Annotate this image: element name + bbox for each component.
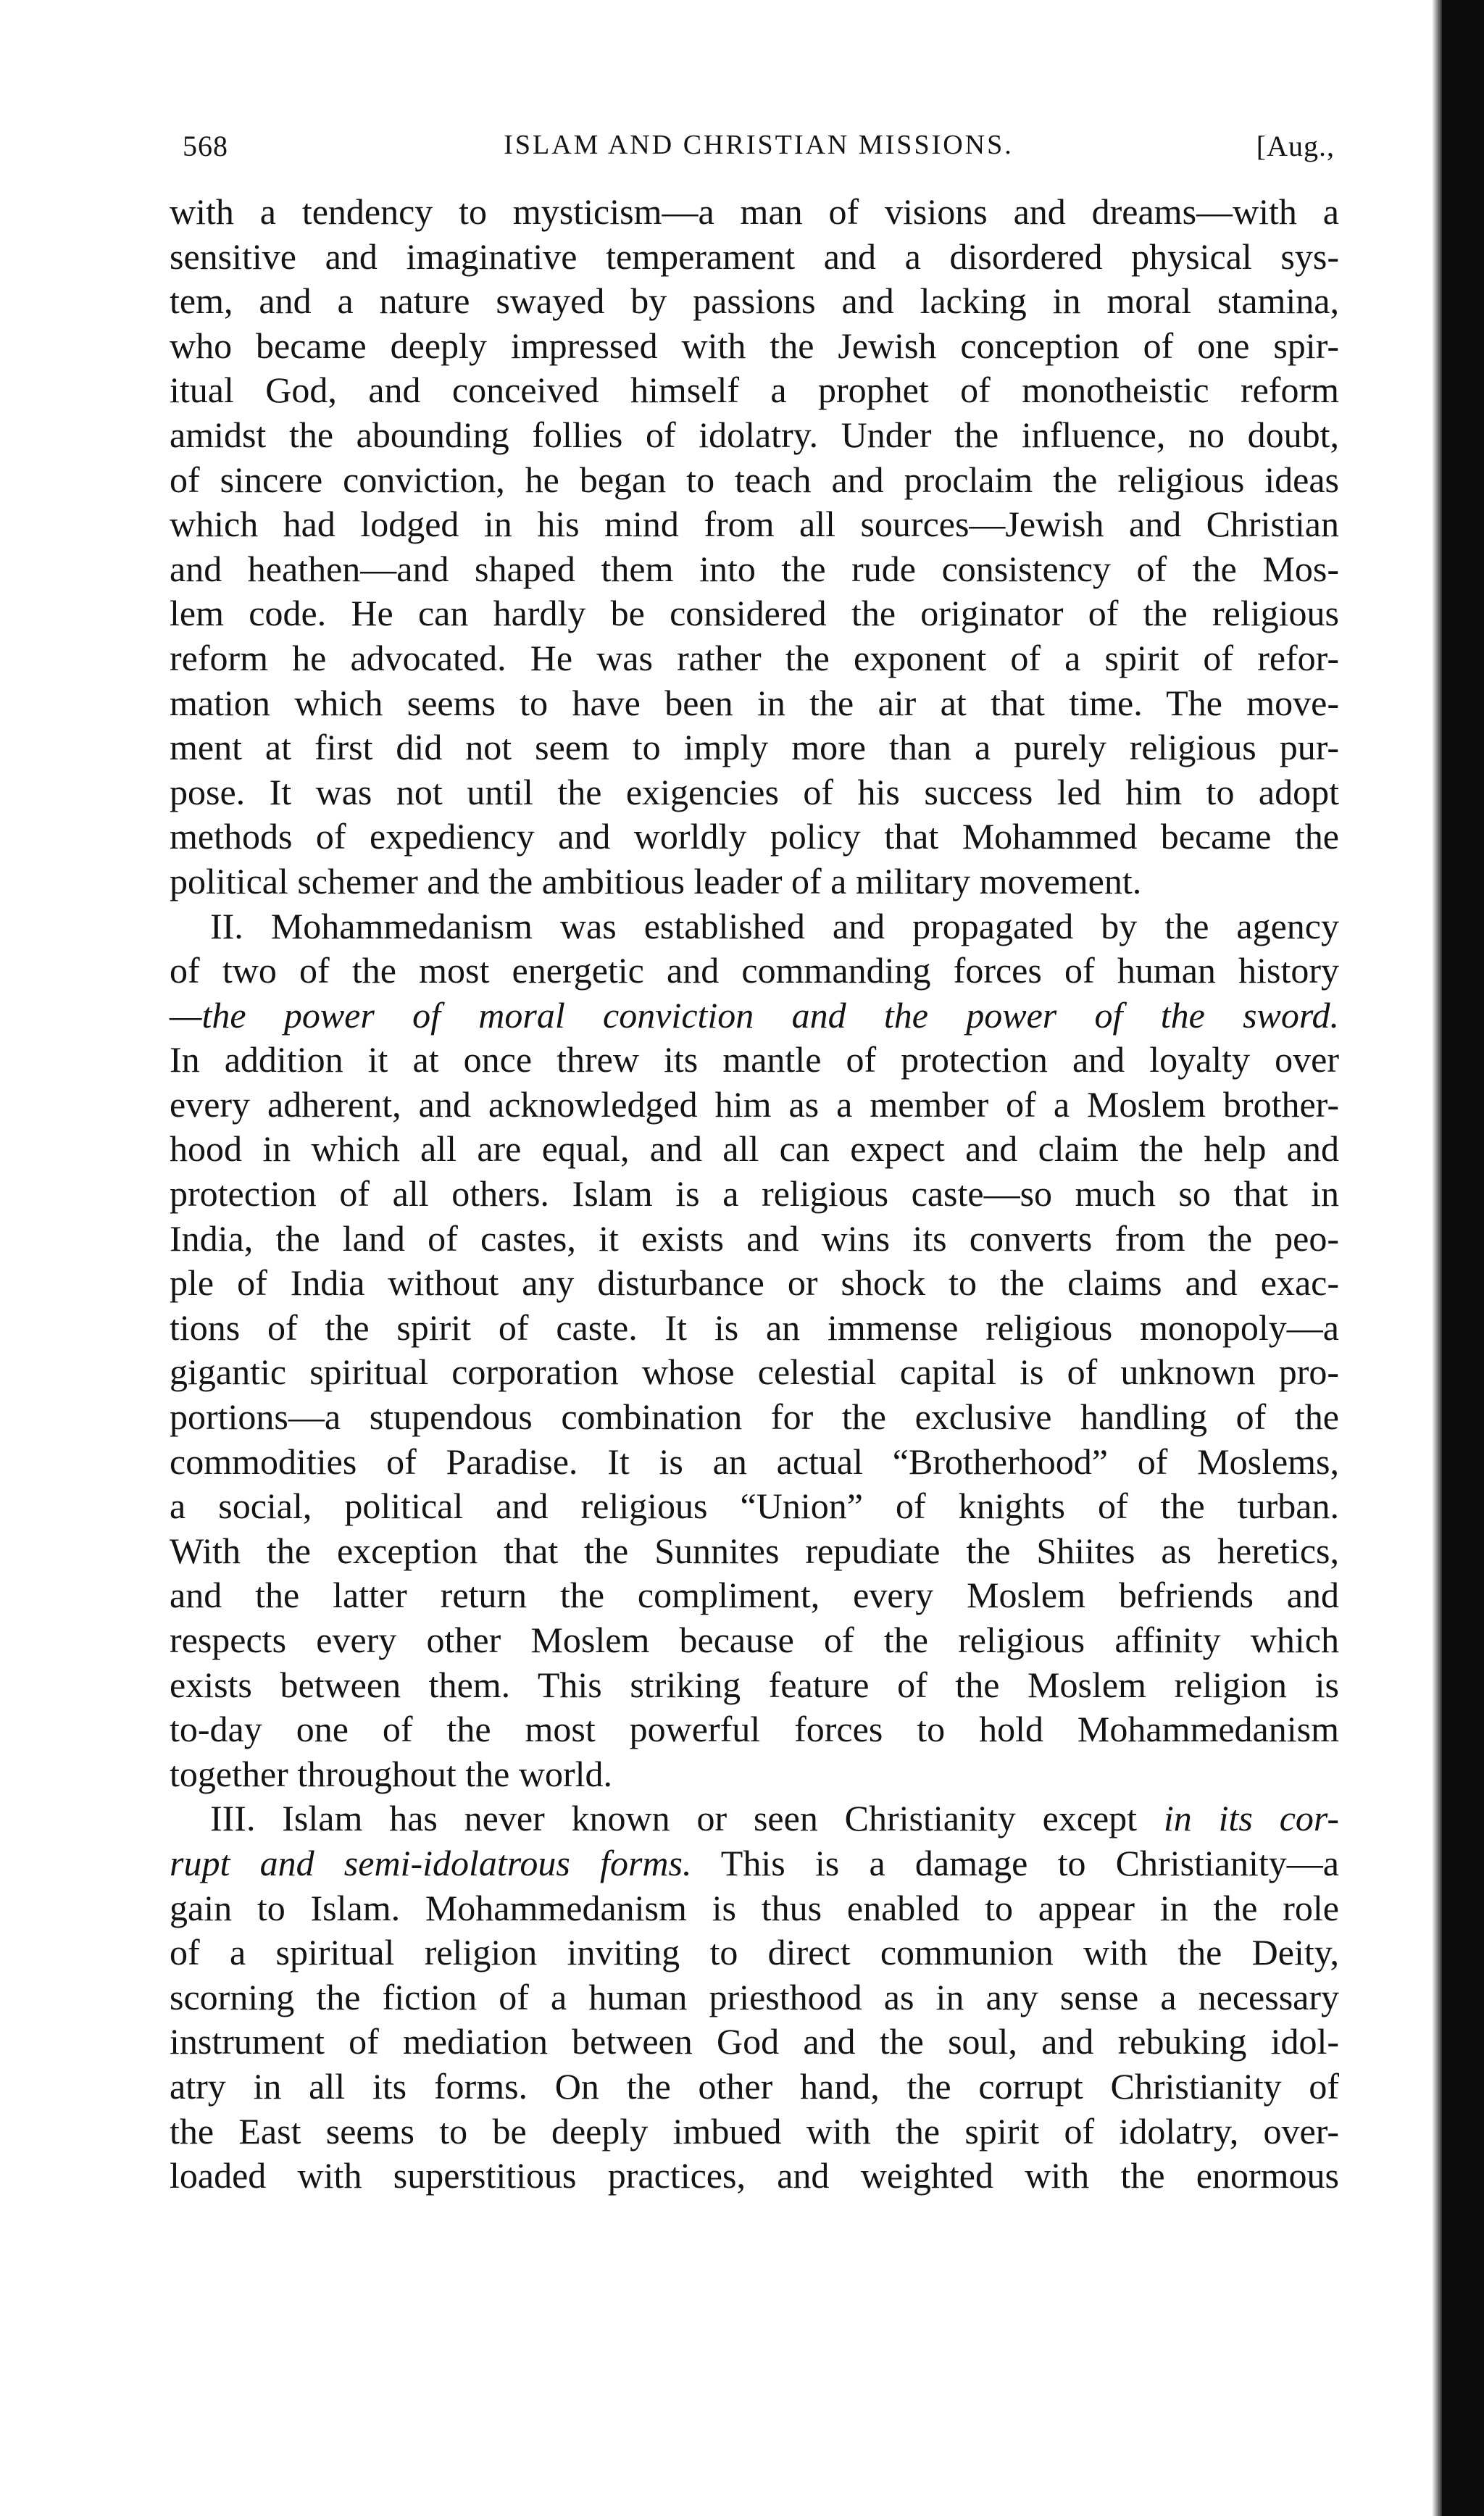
page-gutter-shadow — [1432, 0, 1442, 2516]
text-line: lem code. He can hardly be considered the originator of the religious — [170, 593, 1339, 634]
text-line: together throughout the world. — [170, 1753, 612, 1794]
text-line: itual God, and conceived himself a prophet of monotheistic reform — [170, 370, 1339, 411]
text-line: tem, and a nature swayed by passions and lacking in moral stamina, — [170, 280, 1339, 322]
text-line: of sincere conviction, he began to teach and proclaim the religious ideas — [170, 459, 1339, 500]
text-line: exists between them. This striking feature of the Moslem religion is — [170, 1664, 1339, 1705]
text-line: and heathen—and shaped them into the rude consistency of the Mos- — [170, 548, 1339, 589]
text-line-mixed — [170, 1796, 1339, 1841]
text-line: India, the land of castes, it exists and wins its converts from the peo- — [170, 1217, 1339, 1259]
text-line: ple of India without any disturbance or shock to the claims and exac- — [170, 1262, 1339, 1304]
running-title: ISLAM AND CHRISTIAN MISSIONS. — [504, 130, 1014, 160]
text-line: ment at first did not seem to imply more than a purely religious pur- — [170, 727, 1339, 768]
text-line: methods of expediency and worldly policy that Mohammed became the — [170, 816, 1339, 857]
text-line: of a spiritual religion inviting to direct communion with the Deity, — [170, 1932, 1339, 1973]
text-line: protection of all others. Islam is a religious caste—so much so that in — [170, 1173, 1339, 1215]
text-line: gigantic spiritual corporation whose celestial capital is of unknown pro- — [170, 1351, 1339, 1393]
text-line: scorning the fiction of a human priesthood as in any sense a necessary — [170, 1976, 1339, 2017]
text-line: a social, political and religious “Union” of knights of the turban. — [170, 1486, 1339, 1527]
text-run: III. Islam has never known or seen Christianity except — [210, 1798, 1164, 1839]
text-line: II. Mohammedanism was established and propagated by the agency — [210, 905, 1339, 946]
text-line: sensitive and imaginative temperament and a disordered physical sys- — [170, 236, 1339, 277]
text-line: pose. It was not until the exigencies of his success led him to adopt — [170, 771, 1339, 812]
page-number: 568 — [183, 130, 228, 162]
text-line: the East seems to be deeply imbued with the spirit of idolatry, over- — [170, 2110, 1339, 2151]
text-line-italic — [170, 994, 1339, 1038]
text-line: loaded with superstitious practices, and weighted with the enormous — [170, 2155, 1339, 2196]
text-line: gain to Islam. Mohammedanism is thus enabled to appear in the role — [170, 1887, 1339, 1928]
italic-phrase: —the power of moral conviction and the power of the sword. — [170, 994, 1339, 1036]
page-binding-edge — [1442, 0, 1484, 2516]
text-line: mation which seems to have been in the air at that time. The move- — [170, 682, 1339, 723]
text-line: to-day one of the most powerful forces to hold Mohammedanism — [170, 1709, 1339, 1750]
text-run: This is a damage to Christianity—a — [691, 1842, 1339, 1883]
text-line: atry in all its forms. On the other hand, the corrupt Christianity of — [170, 2065, 1339, 2107]
italic-phrase: rupt and semi-idolatrous forms. — [170, 1842, 692, 1883]
running-date: [Aug., — [1256, 130, 1335, 162]
text-line: In addition it at once threw its mantle of protection and loyalty over — [170, 1039, 1339, 1080]
text-line: respects every other Moslem because of the religious affinity which — [170, 1620, 1339, 1660]
text-line: tions of the spirit of caste. It is an immense religious monopoly—a — [170, 1307, 1339, 1348]
running-header — [183, 129, 1335, 181]
text-line: which had lodged in his mind from all sources—Jewish and Christian — [170, 504, 1339, 545]
text-line: instrument of mediation between God and the soul, and rebuking idol- — [170, 2021, 1339, 2062]
text-line: hood in which all are equal, and all can expect and claim the help and — [170, 1128, 1339, 1170]
text-line: and the latter return the compliment, every Moslem befriends and — [170, 1575, 1339, 1616]
page-body — [170, 190, 1339, 2199]
text-line: with a tendency to mysticism—a man of visions and dreams—with a — [170, 191, 1339, 232]
text-line-mixed — [170, 1841, 1339, 1886]
text-line: of two of the most energetic and commanding forces of human history — [170, 950, 1339, 991]
text-line: amidst the abounding follies of idolatry. Under the influence, no doubt, — [170, 414, 1339, 455]
text-line: every adherent, and acknowledged him as a member of a Moslem brother- — [170, 1083, 1339, 1125]
text-line: portions—a stupendous combination for the exclusive handling of the — [170, 1396, 1339, 1438]
italic-phrase: in its cor- — [1163, 1798, 1340, 1839]
text-line: With the exception that the Sunnites repudiate the Shiites as heretics, — [170, 1530, 1339, 1571]
text-line: who became deeply impressed with the Jewish conception of one spir- — [170, 325, 1339, 366]
text-line: reform he advocated. He was rather the exponent of a spirit of refor- — [170, 637, 1339, 678]
text-line: political schemer and the ambitious leader of a military movement. — [170, 860, 1142, 901]
text-line: commodities of Paradise. It is an actual “Brotherhood” of Moslems, — [170, 1441, 1339, 1482]
